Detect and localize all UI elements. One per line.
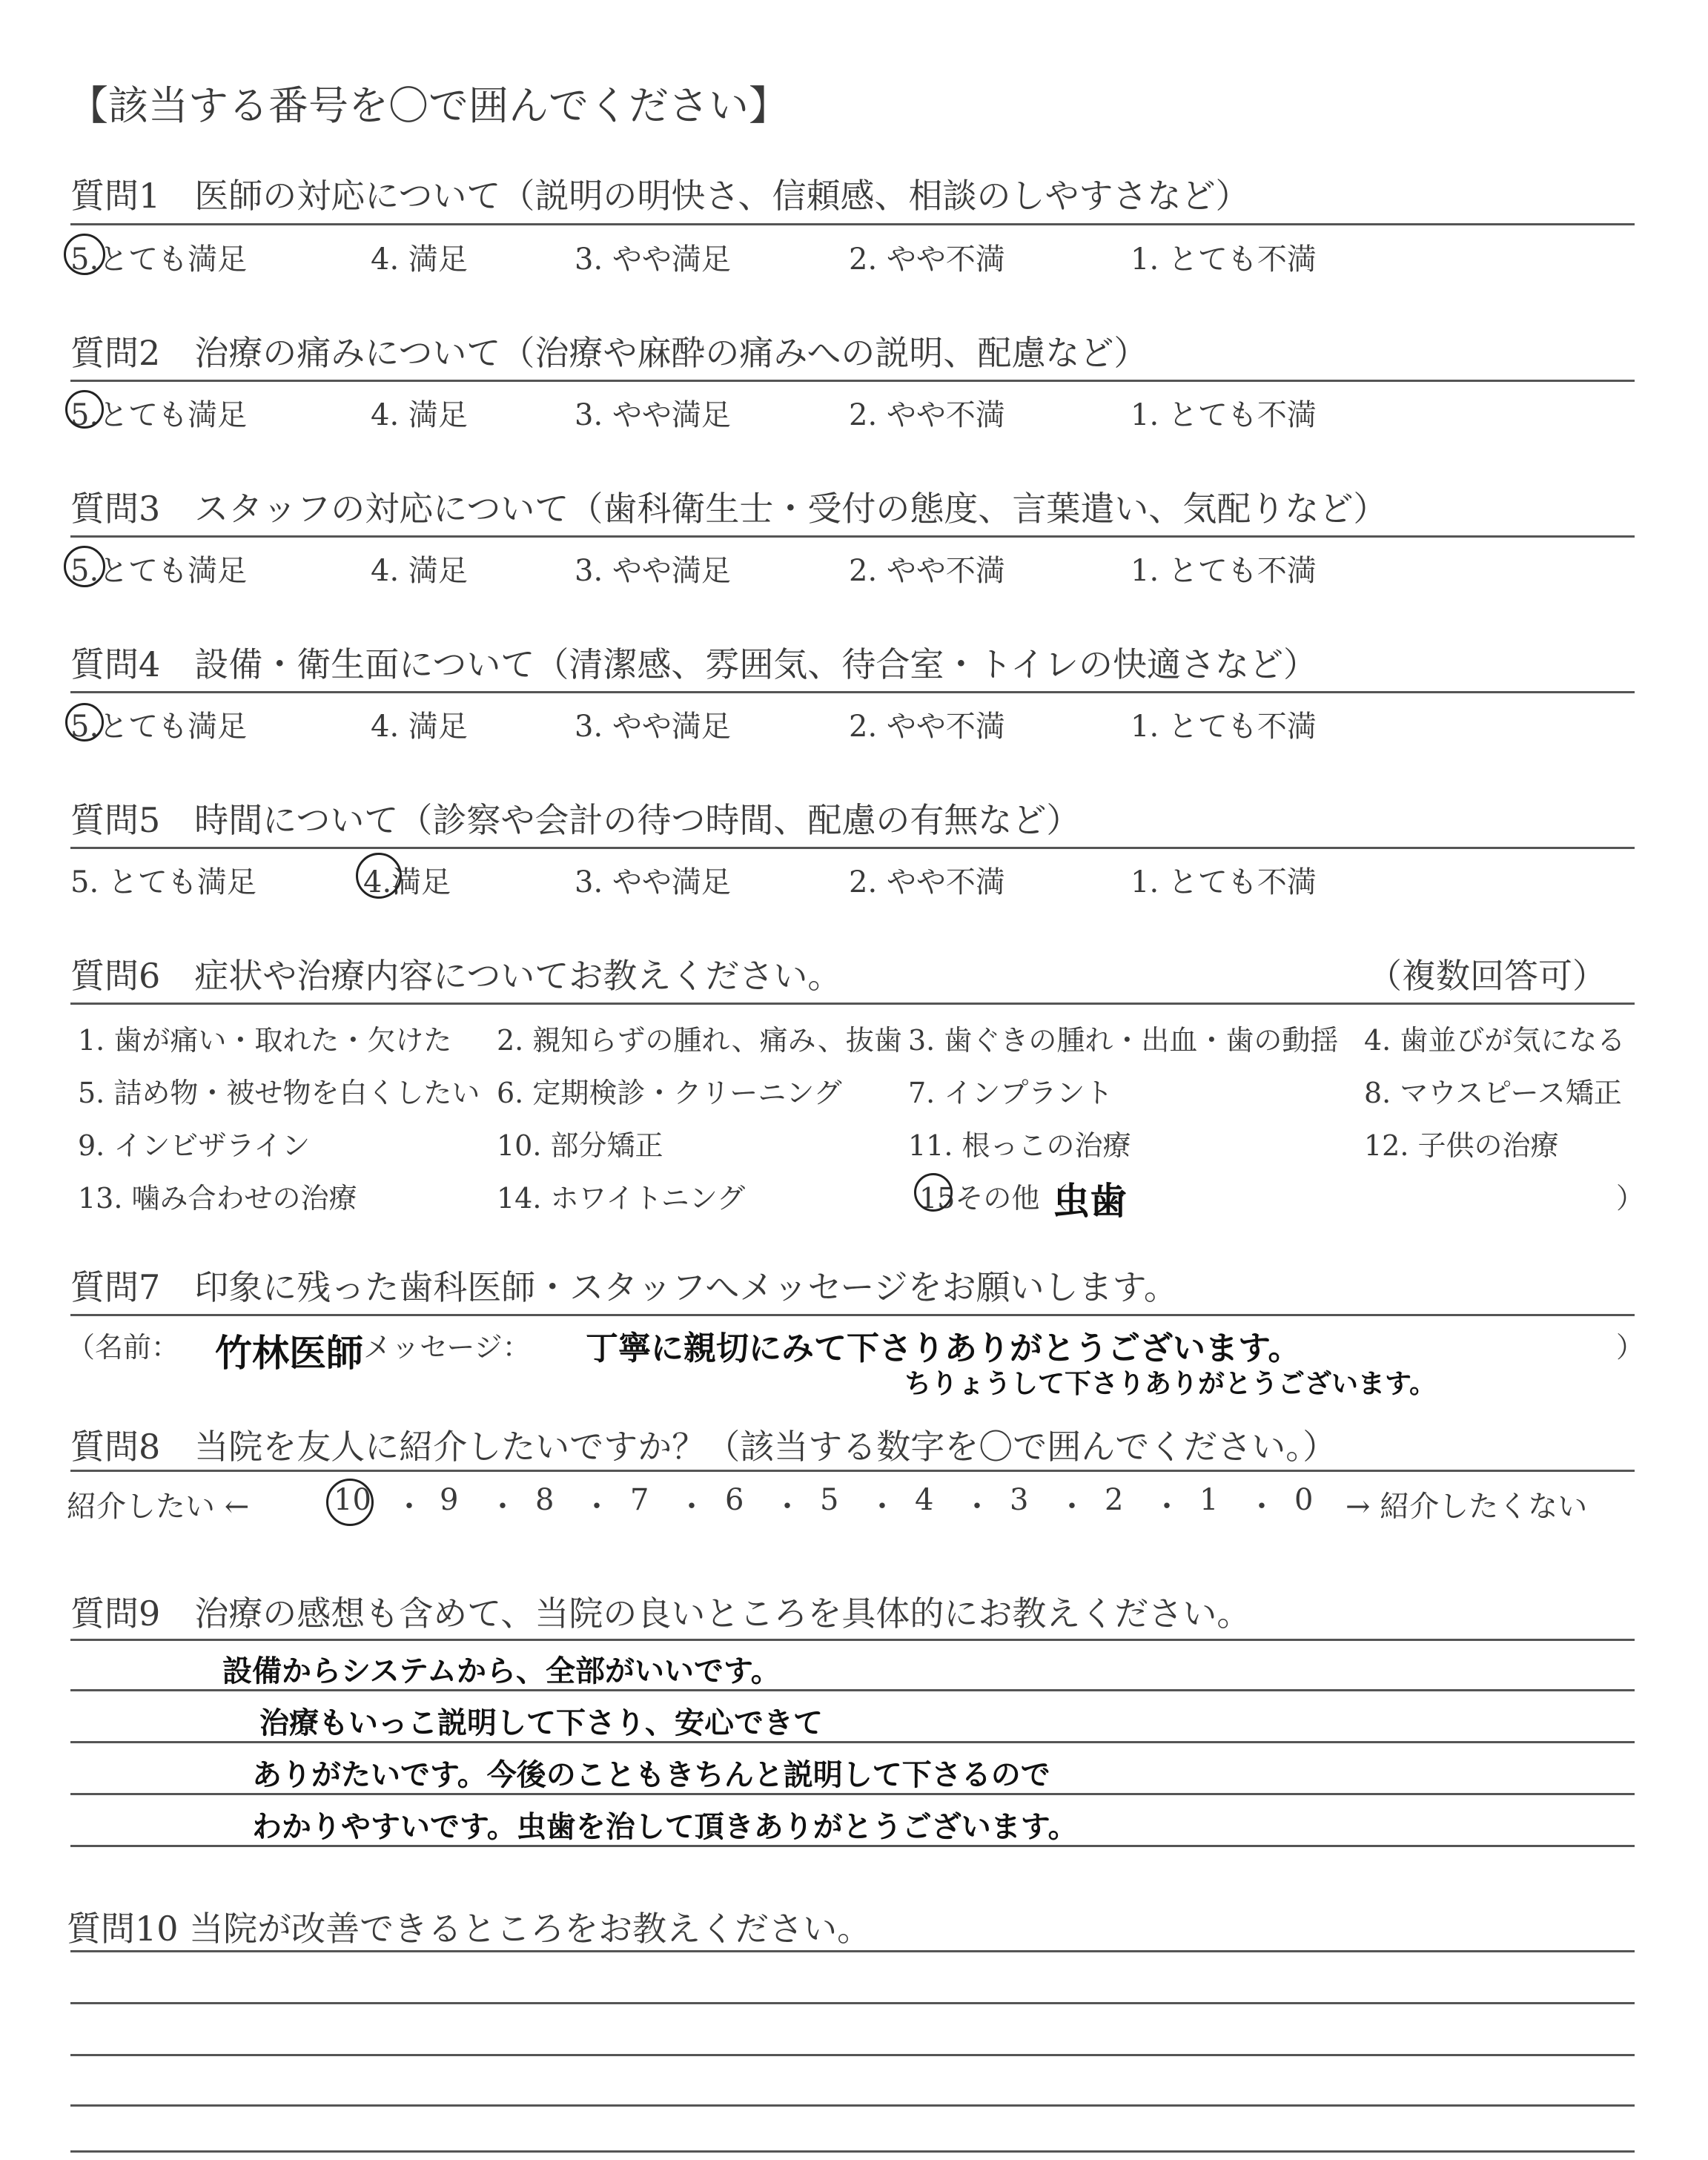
q2-option-4[interactable]: 4. 満足: [371, 398, 468, 432]
q2-title: 質問2 治療の痛みについて（治療や麻酔の痛みへの説明、配慮など）: [70, 333, 1148, 373]
q8-scale-dot: ・: [867, 1490, 897, 1524]
q8-scale-dot: ・: [677, 1490, 706, 1524]
q8-scale-4[interactable]: 4: [915, 1483, 934, 1517]
q6-rule: [70, 1003, 1635, 1005]
q7-title: 質問7 印象に残った歯科医師・スタッフへメッセージをお願いします。: [70, 1267, 1178, 1307]
q2-selected-circle: [65, 390, 104, 429]
q10-title: 質問10 当院が改善できるところをお教えください。: [67, 1909, 872, 1949]
q8-scale-7[interactable]: 7: [630, 1483, 649, 1517]
q4-option-1[interactable]: 1. とても不満: [1131, 710, 1317, 744]
q6-item-8[interactable]: 8. マウスピース矯正: [1364, 1077, 1622, 1109]
q2-option-2[interactable]: 2. やや不満: [849, 398, 1005, 432]
q5-title: 質問5 時間について（診察や会計の待つ時間、配慮の有無など）: [70, 800, 1081, 840]
q9-answer-line-1[interactable]: 設備からシステムから、全部がいいです。: [222, 1654, 781, 1688]
q6-item-6[interactable]: 6. 定期検診・クリーニング: [497, 1077, 842, 1109]
q6-item-14[interactable]: 14. ホワイトニング: [497, 1182, 746, 1215]
q8-right-label: → 紹介したくない: [1345, 1490, 1588, 1524]
q1-rule: [70, 223, 1635, 225]
q4-title: 質問4 設備・衛生面について（清潔感、雰囲気、待合室・トイレの快適さなど）: [70, 644, 1318, 684]
q6-item-11[interactable]: 11. 根っこの治療: [908, 1129, 1131, 1162]
q6-other-close: ）: [1616, 1182, 1645, 1215]
q5-option-3[interactable]: 3. やや満足: [575, 865, 731, 899]
q6-item-12[interactable]: 12. 子供の治療: [1364, 1129, 1559, 1162]
q7-name-label: （名前：: [67, 1331, 180, 1364]
q8-scale-0[interactable]: 0: [1294, 1483, 1314, 1517]
q8-scale-9[interactable]: 9: [440, 1483, 459, 1517]
q4-option-5[interactable]: 5.とても満足: [70, 710, 248, 744]
q1-selected-circle: [64, 234, 105, 275]
q8-scale-dot: ・: [488, 1490, 517, 1524]
q9-title: 質問9 治療の感想も含めて、当院の良いところを具体的にお教えください。: [70, 1593, 1251, 1634]
q6-item-1[interactable]: 1. 歯が痛い・取れた・欠けた: [78, 1024, 452, 1057]
q3-title: 質問3 スタッフの対応について（歯科衛生士・受付の態度、言葉遣い、気配りなど）: [70, 489, 1388, 529]
q5-selected-circle: [356, 853, 402, 899]
q3-selected-circle: [64, 546, 105, 587]
q6-item-15-circle: [914, 1173, 953, 1212]
q8-scale-10[interactable]: 10: [334, 1483, 371, 1517]
q4-option-2[interactable]: 2. やや不満: [849, 710, 1005, 744]
q8-scale-dot: ・: [582, 1490, 612, 1524]
q1-option-3[interactable]: 3. やや満足: [575, 242, 731, 277]
q6-note: （複数回答可）: [1368, 956, 1606, 996]
q8-scale-1[interactable]: 1: [1199, 1483, 1219, 1517]
q9-rule-1: [70, 1639, 1635, 1641]
q6-item-3[interactable]: 3. 歯ぐきの腫れ・出血・歯の動揺: [908, 1024, 1339, 1057]
q8-scale-dot: ・: [772, 1490, 802, 1524]
q6-item-5[interactable]: 5. 詰め物・被せ物を白くしたい: [78, 1077, 480, 1109]
form-header: 【該当する番号を〇で囲んでください】: [68, 82, 789, 129]
q8-scale-dot: ・: [394, 1490, 424, 1524]
q3-option-4[interactable]: 4. 満足: [371, 554, 468, 588]
q1-title: 質問1 医師の対応について（説明の明快さ、信頼感、相談のしやすさなど）: [70, 176, 1250, 216]
q9-answer-line-2[interactable]: 治療もいっこ説明して下さり、安心できて: [259, 1706, 823, 1740]
q6-other-answer[interactable]: 虫歯: [1053, 1180, 1127, 1223]
q6-item-10[interactable]: 10. 部分矯正: [497, 1129, 663, 1162]
q4-rule: [70, 691, 1635, 693]
q5-option-4[interactable]: 4.満足: [363, 865, 451, 899]
q2-option-3[interactable]: 3. やや満足: [575, 398, 731, 432]
q8-selected-circle: [326, 1479, 374, 1526]
q1-option-1[interactable]: 1. とても不満: [1131, 242, 1317, 277]
q6-item-4[interactable]: 4. 歯並びが気になる: [1364, 1024, 1626, 1057]
q8-scale-8[interactable]: 8: [535, 1483, 555, 1517]
q8-scale-5[interactable]: 5: [820, 1483, 839, 1517]
q6-item-15[interactable]: 15その他（: [919, 1182, 1068, 1215]
q8-rule: [70, 1470, 1635, 1472]
q8-title: 質問8 当院を友人に紹介したいですか？（該当する数字を〇で囲んでください。）: [70, 1427, 1337, 1467]
q1-option-5[interactable]: 5.とても満足: [70, 242, 248, 277]
q9-answer-line-3[interactable]: ありがたいです。今後のこともきちんと説明して下さるので: [252, 1758, 1050, 1792]
q6-item-13[interactable]: 13. 噛み合わせの治療: [78, 1182, 357, 1215]
q7-message-line2[interactable]: ちりょうして下さりありがとうございます。: [904, 1369, 1437, 1399]
q6-item-9[interactable]: 9. インビザライン: [78, 1129, 311, 1162]
q2-option-5[interactable]: 5.とても満足: [70, 398, 248, 432]
q1-option-4[interactable]: 4. 満足: [371, 242, 468, 277]
q7-close: ）: [1616, 1331, 1645, 1364]
q8-scale-dot: ・: [962, 1490, 992, 1524]
q3-rule: [70, 535, 1635, 538]
q8-scale-3[interactable]: 3: [1010, 1483, 1029, 1517]
q3-option-2[interactable]: 2. やや不満: [849, 554, 1005, 588]
q10-rule-4: [70, 2104, 1635, 2107]
q10-rule-5: [70, 2150, 1635, 2153]
q10-rule-3: [70, 2054, 1635, 2056]
q8-scale-dot: ・: [1057, 1490, 1087, 1524]
q7-name-value[interactable]: 竹林医師: [215, 1332, 363, 1375]
q3-option-3[interactable]: 3. やや満足: [575, 554, 731, 588]
q6-item-7[interactable]: 7. インプラント: [908, 1077, 1113, 1109]
q7-rule: [70, 1314, 1635, 1316]
q7-message-label: メッセージ：: [363, 1331, 531, 1364]
q9-answer-line-4[interactable]: わかりやすいです。虫歯を治して頂きありがとうございます。: [252, 1810, 1078, 1844]
q3-option-5[interactable]: 5.とても満足: [70, 554, 248, 588]
q8-scale-6[interactable]: 6: [725, 1483, 744, 1517]
q5-option-5[interactable]: 5. とても満足: [70, 865, 256, 899]
q4-selected-circle: [65, 703, 104, 742]
q6-title: 質問6 症状や治療内容についてお教えください。: [70, 956, 842, 996]
q1-option-2[interactable]: 2. やや不満: [849, 242, 1005, 277]
q5-option-1[interactable]: 1. とても不満: [1131, 865, 1317, 899]
q5-rule: [70, 847, 1635, 849]
q7-message-line1[interactable]: 丁寧に親切にみて下さりありがとうございます。: [586, 1330, 1301, 1367]
q2-option-1[interactable]: 1. とても不満: [1131, 398, 1317, 432]
q8-scale-dot: ・: [1152, 1490, 1182, 1524]
q2-rule: [70, 380, 1635, 382]
q8-scale-dot: ・: [1247, 1490, 1277, 1524]
q4-option-4[interactable]: 4. 満足: [371, 710, 468, 744]
q4-option-3[interactable]: 3. やや満足: [575, 710, 731, 744]
q8-scale-2[interactable]: 2: [1105, 1483, 1124, 1517]
q3-option-1[interactable]: 1. とても不満: [1131, 554, 1317, 588]
q10-rule-1: [70, 1950, 1635, 1952]
q8-left-label: 紹介したい ←: [67, 1490, 250, 1524]
q6-item-2[interactable]: 2. 親知らずの腫れ、痛み、抜歯: [497, 1024, 902, 1057]
q10-rule-2: [70, 2002, 1635, 2004]
q5-option-2[interactable]: 2. やや不満: [849, 865, 1005, 899]
